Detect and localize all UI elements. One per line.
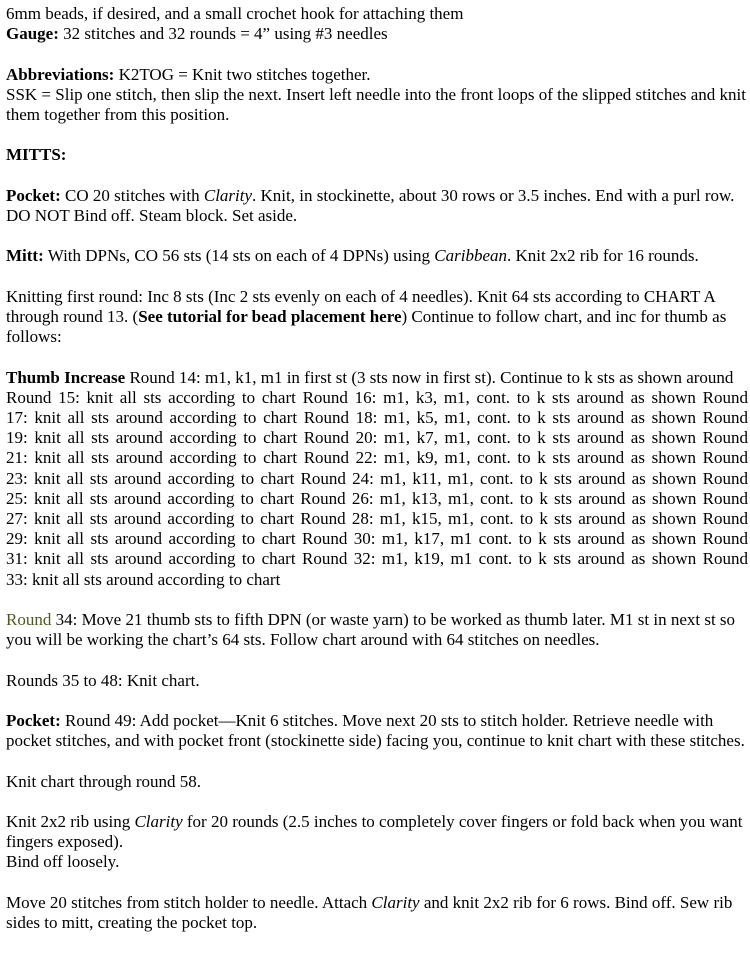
thumb-round-line: 23: knit all sts around according to chart Round 24: m1, k11, m1, cont. to k sts around as shown Round — [6, 468, 748, 488]
chart-58-paragraph: Knit chart through round 58. — [6, 771, 201, 791]
materials-gauge-paragraph — [6, 4, 748, 44]
abbreviations-label: Abbreviations: — [6, 64, 115, 84]
mitt-paragraph: Mitt: With DPNs, CO 56 sts (14 sts on each of 4 DPNs) using Caribbean. Knit 2x2 rib for 16 rounds. — [6, 246, 699, 266]
gauge-label: Gauge: — [6, 24, 59, 44]
thumb-round-line: 27: knit all sts around according to chart Round 28: m1, k15, m1, cont. to k sts around as shown Round — [6, 508, 748, 528]
thumb-round-line: 33: knit all sts around according to chart — [6, 569, 281, 589]
yarn-name: Clarity — [134, 811, 183, 831]
k2tog-line — [6, 65, 748, 85]
thumb-round-line: 17: knit all sts around according to chart Round 18: m1, k5, m1, cont. to k sts around as shown Round — [6, 407, 748, 427]
round-word: Round — [6, 609, 52, 629]
thumb-round-line: 25: knit all sts around according to chart Round 26: m1, k13, m1, cont. to k sts around as shown Round — [6, 488, 748, 508]
bind-off-line: Bind off loosely. — [6, 852, 120, 872]
materials-line: 6mm beads, if desired, and a small crochet hook for attaching them — [6, 4, 464, 23]
gauge-line — [6, 24, 748, 44]
document-body — [6, 4, 748, 953]
abbreviations-paragraph — [6, 65, 748, 126]
bead-tutorial-link[interactable]: See tutorial for bead placement here — [138, 306, 402, 326]
thumb-increase-paragraph — [6, 368, 748, 590]
thumb-round-line: 29: knit all sts around according to chart Round 30: m1, k17, m1 cont. to k sts around as shown Round — [6, 529, 748, 549]
rib-paragraph: Knit 2x2 rib using Clarity for 20 rounds (2.5 inches to completely cover fingers or fold back when you want fingers exposed). Bind off loosely. — [6, 812, 748, 873]
rounds-35-paragraph: Rounds 35 to 48: Knit chart. — [6, 670, 200, 690]
yarn-name: Clarity — [203, 185, 253, 205]
pocket-label: Pocket: — [6, 710, 61, 730]
thumb-label: Thumb Increase — [6, 367, 126, 387]
pocket-round-49-paragraph: Pocket: Round 49: Add pocket—Knit 6 stitches. Move next 20 sts to stitch holder. Retrieve needle with pocket stitches, and with pocket front (stockinette side) facing you, continue to knit chart with these stitches. — [6, 710, 745, 751]
pocket-paragraph: Pocket: CO 20 stitches with Clarity. Knit, in stockinette, about 30 rows or 3.5 inches. End with a purl row. DO NOT Bind off. Steam block. Set aside. — [6, 185, 735, 225]
thumb-round-line: Round 15: knit all sts according to chart Round 16: m1, k3, m1, cont. to k sts around as shown Round — [6, 387, 748, 407]
gauge-text: 32 stitches and 32 rounds = 4” using #3 needles — [58, 24, 388, 44]
thumb-round-line: 19: knit all sts around according to chart Round 20: m1, k7, m1, cont. to k sts around as shown Round — [6, 428, 748, 448]
finish-paragraph: Move 20 stitches from stitch holder to needle. Attach Clarity and knit 2x2 rib for 6 rows. Bind off. Sew rib sides to mitt, creating the pocket top. — [6, 892, 733, 932]
yarn-name: Caribbean — [434, 246, 507, 266]
ssk-text: SSK = Slip one stitch, then slip the next. Insert left needle into the front loops of the slipped stitches and knit them together from this position. — [6, 84, 747, 124]
thumb-intro: Thumb Increase Round 14: m1, k1, m1 in first st (3 sts now in first st). Continue to k sts as shown around — [6, 367, 734, 387]
round-34-paragraph: Round 34: Move 21 thumb sts to fifth DPN (or waste yarn) to be worked as thumb later. M1 st in next st so you will be working the chart’s 64 sts. Follow chart around with 64 stitches on needles. — [6, 609, 736, 650]
yarn-name: Clarity — [371, 892, 420, 912]
mitts-heading: MITTS: — [6, 145, 67, 165]
k2tog-text: K2TOG = Knit two stitches together. — [114, 64, 371, 84]
pocket-label: Pocket: — [6, 185, 61, 205]
thumb-round-line: 21: knit all sts around according to chart Round 22: m1, k9, m1, cont. to k sts around as shown Round — [6, 448, 748, 468]
first-round-paragraph: Knitting first round: Inc 8 sts (Inc 2 sts evenly on each of 4 needles). Knit 64 sts according to CHART A through round 13. (See tutorial for bead placement here) Continue to follow chart, and inc for thumb as follows: — [6, 286, 727, 347]
mitt-label: Mitt: — [6, 246, 44, 266]
thumb-round-line: 31: knit all sts around according to chart Round 32: m1, k19, m1 cont. to k sts around as shown Round — [6, 549, 748, 569]
